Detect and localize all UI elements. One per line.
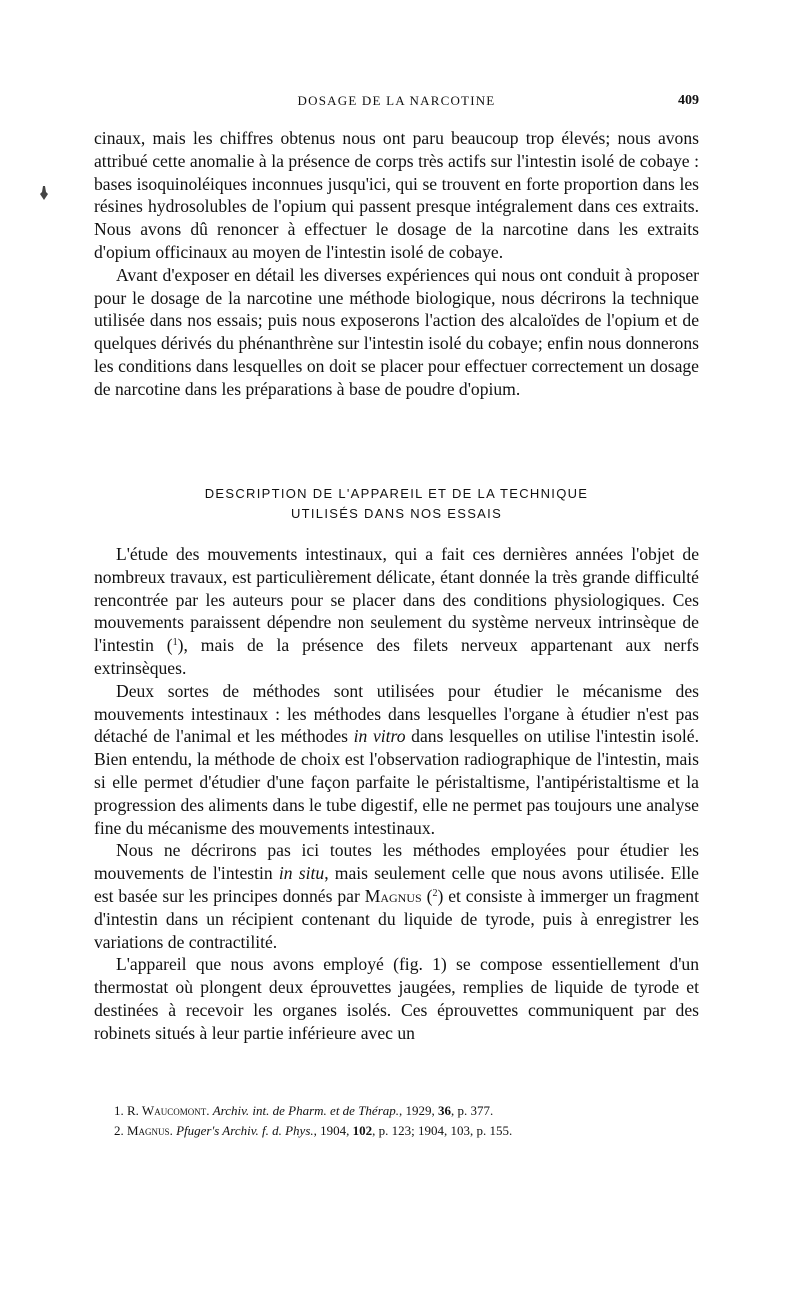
footnote-2: 2. Magnus. Pfuger's Archiv. f. d. Phys., 1904, 102, p. 123; 1904, 103, p. 155. xyxy=(114,1123,513,1138)
body-paragraph: Deux sortes de méthodes sont utilisées pour étudier le mécanisme des mouvements intestinaux : les méthodes dans lesquelles l'organe à étudier n'est pas détaché de l'animal et les méthodes in vitro dans lesquelles on utilise l'intestin isolé. Bien entendu, la méthode de choix est l'observation radiographique de l'intestin, mais si elle permet d'étudier d'une façon parfaite le péristaltisme, l'antipéristaltisme et la progression des aliments dans le tube digestif, elle ne permet pas toujours une analyse fine du mécanisme des mouvements intestinaux. xyxy=(94,680,699,838)
section-heading xyxy=(94,484,699,524)
footnote-1: 1. R. Waucomont. Archiv. int. de Pharm. et de Thérap., 1929, 36, p. 377. xyxy=(114,1103,494,1118)
footnotes xyxy=(94,1101,699,1141)
footnote-ref[interactable]: 1 xyxy=(172,637,178,649)
body-paragraph: Nous ne décrirons pas ici toutes les méthodes employées pour étudier les mouvements de l'intestin in situ, mais seulement celle que nous avons utilisée. Elle est basée sur les principes donnés par Magnus ($^2$) et consiste à immerger un fragment d'intestin dans un récipient contenant du liquide de tyrode, puis à enregistrer les variations de contractilité. xyxy=(94,840,699,952)
section-heading-line: UTILISÉS DANS NOS ESSAIS xyxy=(290,506,503,521)
section-heading-line: DESCRIPTION DE L'APPAREIL ET DE LA TECHNIQUE xyxy=(204,486,589,501)
page-header xyxy=(94,93,699,113)
running-title: DOSAGE DE LA NARCOTINE xyxy=(297,93,496,108)
body-paragraph: L'étude des mouvements intestinaux, qui a fait ces dernières années l'objet de nombreux travaux, est particulièrement délicate, étant donnée la très grande difficulté rencontrée par les auteurs pour se placer dans des conditions physiologiques. Ces mouvements paraissent dépendre non seulement du système nerveux intrinsèque de l'intestin ($^1$), mais de la présence des filets nerveux appartenant aux nerfs extrinsèques. xyxy=(94,544,699,678)
body-paragraph: L'appareil que nous avons employé (fig. 1) se compose essentiellement d'un thermostat où plongent deux éprouvettes jaugées, remplies de liquide de tyrode et destinées à recevoir les organes isolés. Ces éprouvettes communiquent par des robinets situés à leur partie inférieure avec un xyxy=(94,954,699,1043)
section-body xyxy=(94,543,699,1045)
margin-mark xyxy=(40,186,48,200)
intro-paragraph: cinaux, mais les chiffres obtenus nous ont paru beaucoup trop élevés; nous avons attribué cette anomalie à la présence de corps très actifs sur l'intestin isolé de cobaye : bases isoquinoléiques inconnues jusqu'ici, qui se trouvent en forte proportion dans les résines hydrosolubles de l'opium qui passent presque intégralement dans ces extraits. Nous avons dû renoncer à effectuer le dosage de la narcotine dans les extraits d'opium officinaux au moyen de l'intestin isolé de cobaye. xyxy=(94,128,699,262)
intro-paragraph: Avant d'exposer en détail les diverses expériences qui nous ont conduit à proposer pour le dosage de la narcotine une méthode biologique, nous décrirons la technique utilisée dans nos essais; puis nous exposerons l'action des alcaloïdes de l'opium et de quelques dérivés du phénanthrène sur l'intestin isolé du cobaye; enfin nous donnerons les conditions dans lesquelles on doit se placer pour effectuer correctement un dosage de narcotine dans les préparations à base de poudre d'opium. xyxy=(94,264,699,399)
page-number: 409 xyxy=(678,93,699,108)
intro-text xyxy=(94,127,699,401)
author-name: Magnus xyxy=(364,885,422,906)
footnote-ref[interactable]: 2 xyxy=(432,887,438,899)
